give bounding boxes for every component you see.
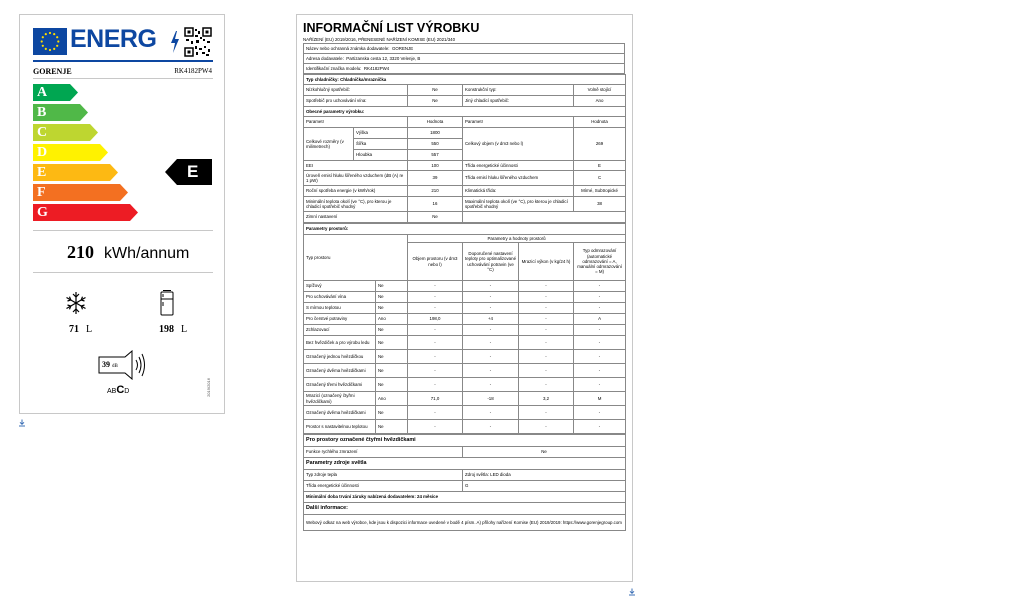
compartment-freeze: -	[519, 350, 574, 364]
address-row: Adresa dodavatele: Partizanska cesta 12, 3320 Velenje, B	[304, 54, 625, 64]
compartment-row	[304, 350, 626, 364]
compartment-present: Ne	[376, 303, 408, 314]
compartment-volume: -	[408, 378, 463, 392]
scale-bar-e	[33, 164, 118, 181]
scale-bar-c	[33, 124, 98, 141]
compartment-present: Ne	[376, 336, 408, 350]
compartment-freeze: -	[519, 303, 574, 314]
compartment-defrost: -	[574, 420, 626, 434]
energy-class-indicator	[165, 159, 212, 185]
compartment-volume: -	[408, 292, 463, 303]
compartment-temp: -	[463, 336, 519, 350]
compartment-row	[304, 406, 626, 420]
compartment-temp: -	[463, 378, 519, 392]
four-star-header: Pro prostory označené čtyřmi hvězdičkami	[304, 435, 626, 447]
more-info-text: Webový odkaz na web výrobce, kde jsou k dispozici informace uvedené v bodě 4 písm. A) přílohy nařízení Komise (EU) 2019/2019: https://www.gorenjegroup.com	[304, 515, 626, 531]
scale-letter: C	[37, 125, 48, 140]
compartment-present: Ne	[376, 325, 408, 336]
snowflake-icon	[64, 291, 88, 315]
light-header: Parametry zdroje světla	[304, 458, 626, 470]
scale-letter: D	[37, 145, 48, 160]
compartment-row	[304, 281, 626, 292]
compartment-volume: -	[408, 406, 463, 420]
compartment-temp: -	[463, 350, 519, 364]
compartment-row	[304, 314, 626, 325]
scale-letter: F	[37, 185, 46, 200]
divider	[33, 230, 213, 231]
product-information-sheet	[296, 14, 633, 582]
compartment-freeze: -	[519, 364, 574, 378]
energy-label	[19, 14, 225, 414]
qr-code-icon	[184, 27, 212, 57]
compartment-name: Označený třemi hvězdičkami	[304, 378, 376, 392]
compartment-name: Označený dvěma hvězdičkami	[304, 406, 376, 420]
freezer-volume	[69, 324, 92, 335]
compartment-row	[304, 378, 626, 392]
compartment-defrost: A	[574, 314, 626, 325]
scale-letter: B	[37, 105, 47, 120]
type-header: Typ chladničky: Chladnička/mraznička	[304, 75, 626, 85]
compartment-present: Ne	[376, 406, 408, 420]
freezer-volume-value: 71	[69, 324, 79, 335]
compartment-table: Parametry prostorů: Typ prostoru Parametry a hodnoty prostorů Objem prostoru (v dm3 nebo l) Doporučené nastavení teploty pro optimalizované uchovávání potravin (ve °C) Mrazicí výkon (v kg/24 h) Typ odmrazování (automatické odmrazování = A, manuální odmrazování = M) Spížový Ne - - - - Pro uchovávání vína Ne - - - - S mírnou teplotou Ne - - - - Pro čerstvé potraviny Ano 198,0 +4 - A Zchlazovací Ne - - - - Bez hvězdiček a pro výrobu ledu Ne - - - - Označený jednou hvězdičkou Ne - - - - Označený dvěma hvězdičkami Ne - - - - Označený třemi hvězdičkami Ne - - - - Mrazicí (označený čtyřmi hvězdičkami) Ano 71,0 -18 3,2 M Označený dvěma hvězdičkami Ne - - - - Prostor s nastavitelnou teplotou Ne - - - -	[303, 223, 626, 434]
noise-class-ab: AB	[107, 388, 117, 395]
compartment-defrost: -	[574, 364, 626, 378]
scale-bar-d	[33, 144, 108, 161]
download-icon[interactable]	[628, 588, 636, 596]
compartment-defrost: -	[574, 378, 626, 392]
scale-bar-b	[33, 104, 88, 121]
general-table: Typ chladničky: Chladnička/mraznička Nízkohlučný spotřebič: Ne Konstrukční typ: Volně stojící Spotřebič pro uchovávání vína: Ne Jiný chladicí spotřebič: Ano Obecné parametry výrobku: Parametr Hodnota Parametr Hodnota Celkové rozměry (v milimetrech) Výška 1800 Celkový objem (v dm3 nebo l) 269 Šířka 550 Hloubka 557 EEI 100 Třída energetické účinnosti E Úroveň emisí hluku šířeného vzduchem (dB (A) re 1 pW) 39 Třída emisí hluku šířeného vzduchem C Roční spotřeba energie (v kWh/rok) 210 Klimatická třída: Mírné, Subtropické Minimální teplota okolí (ve °C), pro kterou je chladicí spotřebič vhodný 16 Maximální teplota okolí (ve °C), pro kterou je chladicí spotřebič vhodný 38 Zimní nastavení Ne	[303, 74, 626, 223]
compartment-name: Prostor s nastavitelnou teplotou	[304, 420, 376, 434]
compartment-row	[304, 336, 626, 350]
compartment-name: Pro uchovávání vína	[304, 292, 376, 303]
fridge-volume-unit: L	[181, 324, 188, 335]
compartment-name: S mírnou teplotou	[304, 303, 376, 314]
compartment-defrost: M	[574, 392, 626, 406]
divider	[33, 272, 213, 273]
compartment-freeze: 3,2	[519, 392, 574, 406]
scale-bar-g	[33, 204, 138, 221]
scale-letter: A	[37, 85, 48, 100]
compartment-name: Označený jednou hvězdičkou	[304, 350, 376, 364]
noise-unit: dB	[112, 364, 118, 369]
compartment-temp: -	[463, 364, 519, 378]
freezer-volume-unit: L	[86, 324, 93, 335]
compartment-defrost: -	[574, 350, 626, 364]
compartment-freeze: -	[519, 420, 574, 434]
compartment-present: Ano	[376, 314, 408, 325]
compartment-freeze: -	[519, 406, 574, 420]
compartment-temp: -	[463, 420, 519, 434]
consumption-value: 210	[67, 242, 94, 262]
scale-letter: G	[37, 205, 48, 220]
compartment-name: Spížový	[304, 281, 376, 292]
compartment-present: Ne	[376, 378, 408, 392]
compartment-name: Pro čerstvé potraviny	[304, 314, 376, 325]
brand-name: GORENJE	[33, 67, 72, 76]
general-header: Obecné parametry výrobku:	[304, 107, 626, 117]
scale-bar-f	[33, 184, 128, 201]
compartment-row	[304, 303, 626, 314]
compartment-defrost: -	[574, 303, 626, 314]
compartment-volume: -	[408, 325, 463, 336]
scale-letter: E	[37, 165, 47, 180]
compartment-name: Mrazicí (označený čtyřmi hvězdičkami)	[304, 392, 376, 406]
compartment-defrost: -	[574, 336, 626, 350]
eu-flag-icon	[33, 28, 67, 55]
compartment-temp: -18	[463, 392, 519, 406]
compartment-row	[304, 420, 626, 434]
fridge-icon	[160, 290, 174, 316]
fridge-volume-value: 198	[159, 324, 174, 335]
fridge-volume	[159, 324, 187, 335]
compartment-freeze: -	[519, 292, 574, 303]
compartment-present: Ne	[376, 292, 408, 303]
compartment-defrost: -	[574, 281, 626, 292]
compartment-defrost: -	[574, 406, 626, 420]
compartment-defrost: -	[574, 325, 626, 336]
compartment-volume: -	[408, 281, 463, 292]
noise-number: 39	[102, 360, 110, 369]
compartment-row	[304, 292, 626, 303]
compartment-volume: -	[408, 420, 463, 434]
compartment-defrost: -	[574, 292, 626, 303]
compartment-header: Parametry prostorů:	[304, 224, 626, 235]
noise-class-d: D	[124, 388, 130, 395]
compartment-volume: 71,0	[408, 392, 463, 406]
divider	[33, 78, 213, 79]
scale-bar-a	[33, 84, 78, 101]
compartment-row	[304, 392, 626, 406]
compartment-row	[304, 325, 626, 336]
warranty-note: Minimální doba trvání záruky nabízená dodavatelem: 24 měsíce	[304, 492, 626, 503]
noise-class-scale	[107, 384, 129, 396]
compartment-name: Zchlazovací	[304, 325, 376, 336]
more-info-header: Další informace:	[304, 503, 626, 515]
download-icon[interactable]	[18, 419, 26, 427]
compartment-freeze: -	[519, 336, 574, 350]
compartment-present: Ne	[376, 350, 408, 364]
compartment-volume: -	[408, 364, 463, 378]
compartment-row	[304, 364, 626, 378]
energy-class-letter: E	[187, 162, 199, 181]
compartment-volume: 198,0	[408, 314, 463, 325]
compartment-freeze: -	[519, 378, 574, 392]
compartment-present: Ne	[376, 281, 408, 292]
compartment-volume: -	[408, 303, 463, 314]
model-row: Identifikační značka modelu: RK4182PW4	[304, 64, 625, 74]
compartment-temp: -	[463, 303, 519, 314]
header-divider	[33, 60, 213, 62]
model-id: RK4182PW4	[174, 67, 212, 75]
compartment-temp: +4	[463, 314, 519, 325]
compartment-present: Ne	[376, 364, 408, 378]
compartment-name: Bez hvězdiček a pro výrobu ledu	[304, 336, 376, 350]
energy-wordmark: ENERG	[70, 25, 157, 53]
compartment-freeze: -	[519, 325, 574, 336]
annual-consumption	[67, 242, 189, 263]
supplier-row: Název nebo ochranná známka dodavatele: GORENJE	[304, 44, 625, 54]
compartment-present: Ne	[376, 420, 408, 434]
compartment-freeze: -	[519, 314, 574, 325]
compartment-temp: -	[463, 406, 519, 420]
sheet-title: INFORMAČNÍ LIST VÝROBKU	[303, 21, 480, 35]
regulation-number: 2019/2016	[206, 378, 211, 397]
supplier-table	[303, 43, 625, 74]
compartment-volume: -	[408, 336, 463, 350]
noise-value	[102, 360, 118, 369]
compartment-freeze: -	[519, 281, 574, 292]
compartment-temp: -	[463, 281, 519, 292]
compartment-present: Ano	[376, 392, 408, 406]
four-star-table: Pro prostory označené čtyřmi hvězdičkami Funkce rychlého zmrazení Ne Parametry zdroje světla Typ zdroje tepla Zdroj světla: LED dioda Třída energetické účinnosti G Minimální doba trvání záruky nabízená dodavatelem: 24 měsíce Další informace: Webový odkaz na web výrobce, kde jsou k dispozici informace uvedené v bodě 4 písm. A) přílohy nařízení Komise (EU) 2019/2019: https://www.gorenjegroup.com	[303, 434, 626, 531]
compartment-temp: -	[463, 292, 519, 303]
compartment-name: Označený dvěma hvězdičkami	[304, 364, 376, 378]
compartment-temp: -	[463, 325, 519, 336]
compartment-volume: -	[408, 350, 463, 364]
plug-icon	[170, 31, 180, 53]
sheet-subtitle: NAŘÍZENÍ (EU) 2019/2016, PŘENESENÉ NAŘÍZENÍ KOMISE (EU) 2021/340	[303, 37, 456, 42]
noise-class-current: C	[116, 384, 125, 396]
consumption-unit: kWh/annum	[104, 245, 190, 262]
